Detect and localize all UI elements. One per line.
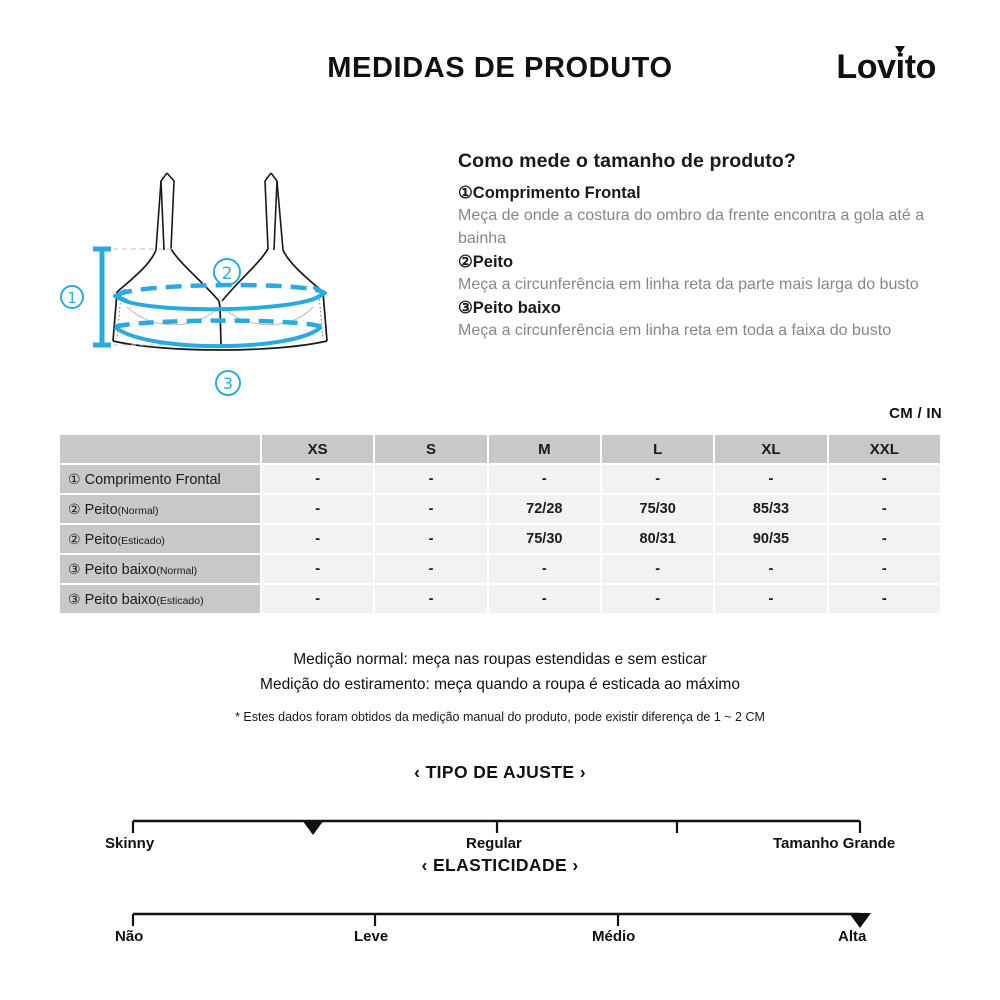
table-row — [60, 465, 940, 493]
brand-text-after: to — [904, 48, 936, 86]
bra-dotted-right — [319, 295, 323, 339]
svg-text:3: 3 — [222, 374, 234, 393]
elasticity-scale-graphic — [0, 876, 1000, 928]
bra-measurement-illustration — [55, 155, 415, 405]
measure-label-3-icon — [216, 371, 240, 395]
how-to-measure-heading: Como mede o tamanho de produto? — [458, 150, 796, 172]
svg-text:2: 2 — [221, 264, 233, 284]
cell-value: - — [262, 555, 373, 583]
cell-value: - — [262, 495, 373, 523]
brand-i-letter — [896, 48, 905, 87]
cell-value: - — [489, 555, 600, 583]
measure-item-3-desc: Meça a circunferência em linha reta em toda a faixa do busto — [458, 322, 892, 340]
row-name: Peito — [84, 501, 118, 518]
cell-value: 72/28 — [489, 495, 600, 523]
elasticity-label-alta: Alta — [838, 928, 867, 945]
cell-value: 80/31 — [602, 525, 713, 553]
row-name: Peito baixo — [84, 591, 157, 608]
row-circle-number: ② — [68, 530, 81, 547]
bra-cup-left-outer — [117, 250, 156, 292]
page-title: MEDIDAS DE PRODUTO — [327, 52, 673, 84]
triangle-dot-icon — [895, 46, 905, 54]
measure-front-length-bar — [93, 249, 111, 345]
cell-value: - — [375, 585, 486, 613]
size-table-body — [60, 465, 940, 613]
fit-type-scale — [0, 762, 1000, 857]
size-header-s: S — [375, 435, 486, 463]
row-circle-number: ③ — [68, 560, 81, 577]
row-name: Peito — [84, 531, 118, 548]
measure-label-1-icon — [61, 286, 83, 308]
elasticity-label-medio: Médio — [592, 928, 636, 945]
cell-value: - — [602, 585, 713, 613]
size-header-xs: XS — [262, 435, 373, 463]
cell-value: - — [829, 525, 940, 553]
size-table — [58, 433, 942, 615]
cell-value: 75/30 — [602, 495, 713, 523]
bra-band-left-edge — [113, 292, 117, 341]
cell-value: - — [262, 525, 373, 553]
fit-type-scale-graphic — [0, 783, 1000, 835]
row-label-peito-normal — [60, 495, 260, 523]
cell-value: - — [262, 585, 373, 613]
measure-label-2-icon — [214, 259, 240, 285]
cell-value: - — [375, 495, 486, 523]
row-label-comprimento-frontal — [60, 465, 260, 493]
size-header-xxl: XXL — [829, 435, 940, 463]
row-name: Comprimento Frontal — [84, 471, 221, 488]
cell-value: - — [262, 465, 373, 493]
cell-value: - — [602, 465, 713, 493]
cell-value: - — [829, 465, 940, 493]
note-normal-measurement: Medição normal: meça nas roupas estendidas e sem esticar — [293, 651, 707, 668]
manual-measurement-disclaimer: * Estes dados foram obtidos da medição manual do produto, pode existir diferença de 1 ~ 2 CM — [235, 710, 765, 724]
row-label-peito-baixo-esticado — [60, 585, 260, 613]
brand-text-before: Lov — [836, 48, 896, 86]
size-header-xl: XL — [715, 435, 826, 463]
row-label-peito-baixo-normal — [60, 555, 260, 583]
row-circle-number: ③ — [68, 590, 81, 607]
fit-label-skinny: Skinny — [105, 835, 155, 852]
cell-value: - — [375, 525, 486, 553]
measure-item-2-title: ②Peito — [458, 252, 514, 271]
cell-value: - — [829, 585, 940, 613]
measure-item-2-desc: Meça a circunferência em linha reta da parte mais larga do busto — [458, 276, 919, 294]
cell-value: - — [715, 585, 826, 613]
elasticity-label-nao: Não — [115, 928, 144, 945]
brand-i-glyph: i — [895, 48, 905, 86]
measure-item-1-desc: Meça de onde a costura do ombro da frente encontra a gola até a bainha — [458, 207, 925, 248]
row-label-peito-esticado — [60, 525, 260, 553]
cell-value: - — [602, 555, 713, 583]
row-qualifier: (Esticado) — [156, 594, 204, 607]
cell-value: - — [829, 495, 940, 523]
row-qualifier: (Esticado) — [117, 534, 165, 547]
fit-type-scale-title: ‹ TIPO DE AJUSTE › — [414, 762, 586, 782]
bra-band-right-edge — [323, 292, 327, 341]
note-stretch-measurement: Medição do estiramento: meça quando a roupa é esticada ao máximo — [260, 675, 740, 693]
row-circle-number: ① — [68, 470, 81, 487]
elasticity-scale-marker-triangle — [849, 913, 871, 928]
table-row — [60, 525, 940, 553]
unit-label: CM / IN — [889, 405, 942, 422]
how-to-measure-section — [458, 150, 948, 343]
cell-value: 85/33 — [715, 495, 826, 523]
brand-logo — [836, 48, 936, 87]
row-qualifier: (Normal) — [156, 564, 198, 577]
table-corner-cell — [60, 435, 260, 463]
elasticity-label-leve: Leve — [354, 928, 389, 945]
measure-item-1 — [458, 182, 948, 251]
row-name: Peito baixo — [84, 561, 157, 578]
fit-scale-marker-triangle — [302, 820, 324, 835]
row-circle-number: ② — [68, 500, 81, 517]
cell-value: - — [375, 465, 486, 493]
cell-value: - — [715, 465, 826, 493]
size-header-m: M — [489, 435, 600, 463]
measure-guide-lines — [95, 249, 175, 345]
fit-type-scale-labels — [0, 835, 1000, 857]
measure-item-2 — [458, 251, 948, 297]
page-header — [0, 48, 1000, 106]
bra-diagram-svg — [55, 155, 415, 405]
table-row — [60, 495, 940, 523]
measure-item-1-title: ①Comprimento Frontal — [458, 184, 641, 202]
bra-straps — [156, 173, 283, 250]
cell-value: - — [829, 555, 940, 583]
table-row — [60, 555, 940, 583]
cell-value: - — [489, 585, 600, 613]
table-row — [60, 585, 940, 613]
cell-value: - — [489, 465, 600, 493]
cell-value: - — [715, 555, 826, 583]
table-header-row — [60, 435, 940, 463]
cell-value: - — [375, 555, 486, 583]
elasticity-scale — [0, 855, 1000, 950]
size-header-l: L — [602, 435, 713, 463]
svg-text:1: 1 — [67, 289, 77, 307]
row-qualifier: (Normal) — [117, 504, 159, 517]
cell-value: 90/35 — [715, 525, 826, 553]
elasticity-scale-labels — [0, 928, 1000, 950]
measure-underbust-ellipse — [115, 321, 321, 347]
measure-item-3 — [458, 297, 948, 343]
fit-label-regular: Regular — [466, 835, 522, 852]
elasticity-scale-title: ‹ ELASTICIDADE › — [421, 855, 579, 875]
fit-label-tamanho-grande: Tamanho Grande — [773, 835, 896, 852]
bra-cup-left-inner — [171, 249, 219, 301]
cell-value: 75/30 — [489, 525, 600, 553]
measure-item-3-title: ③Peito baixo — [458, 299, 561, 317]
measurement-notes — [0, 648, 1000, 698]
